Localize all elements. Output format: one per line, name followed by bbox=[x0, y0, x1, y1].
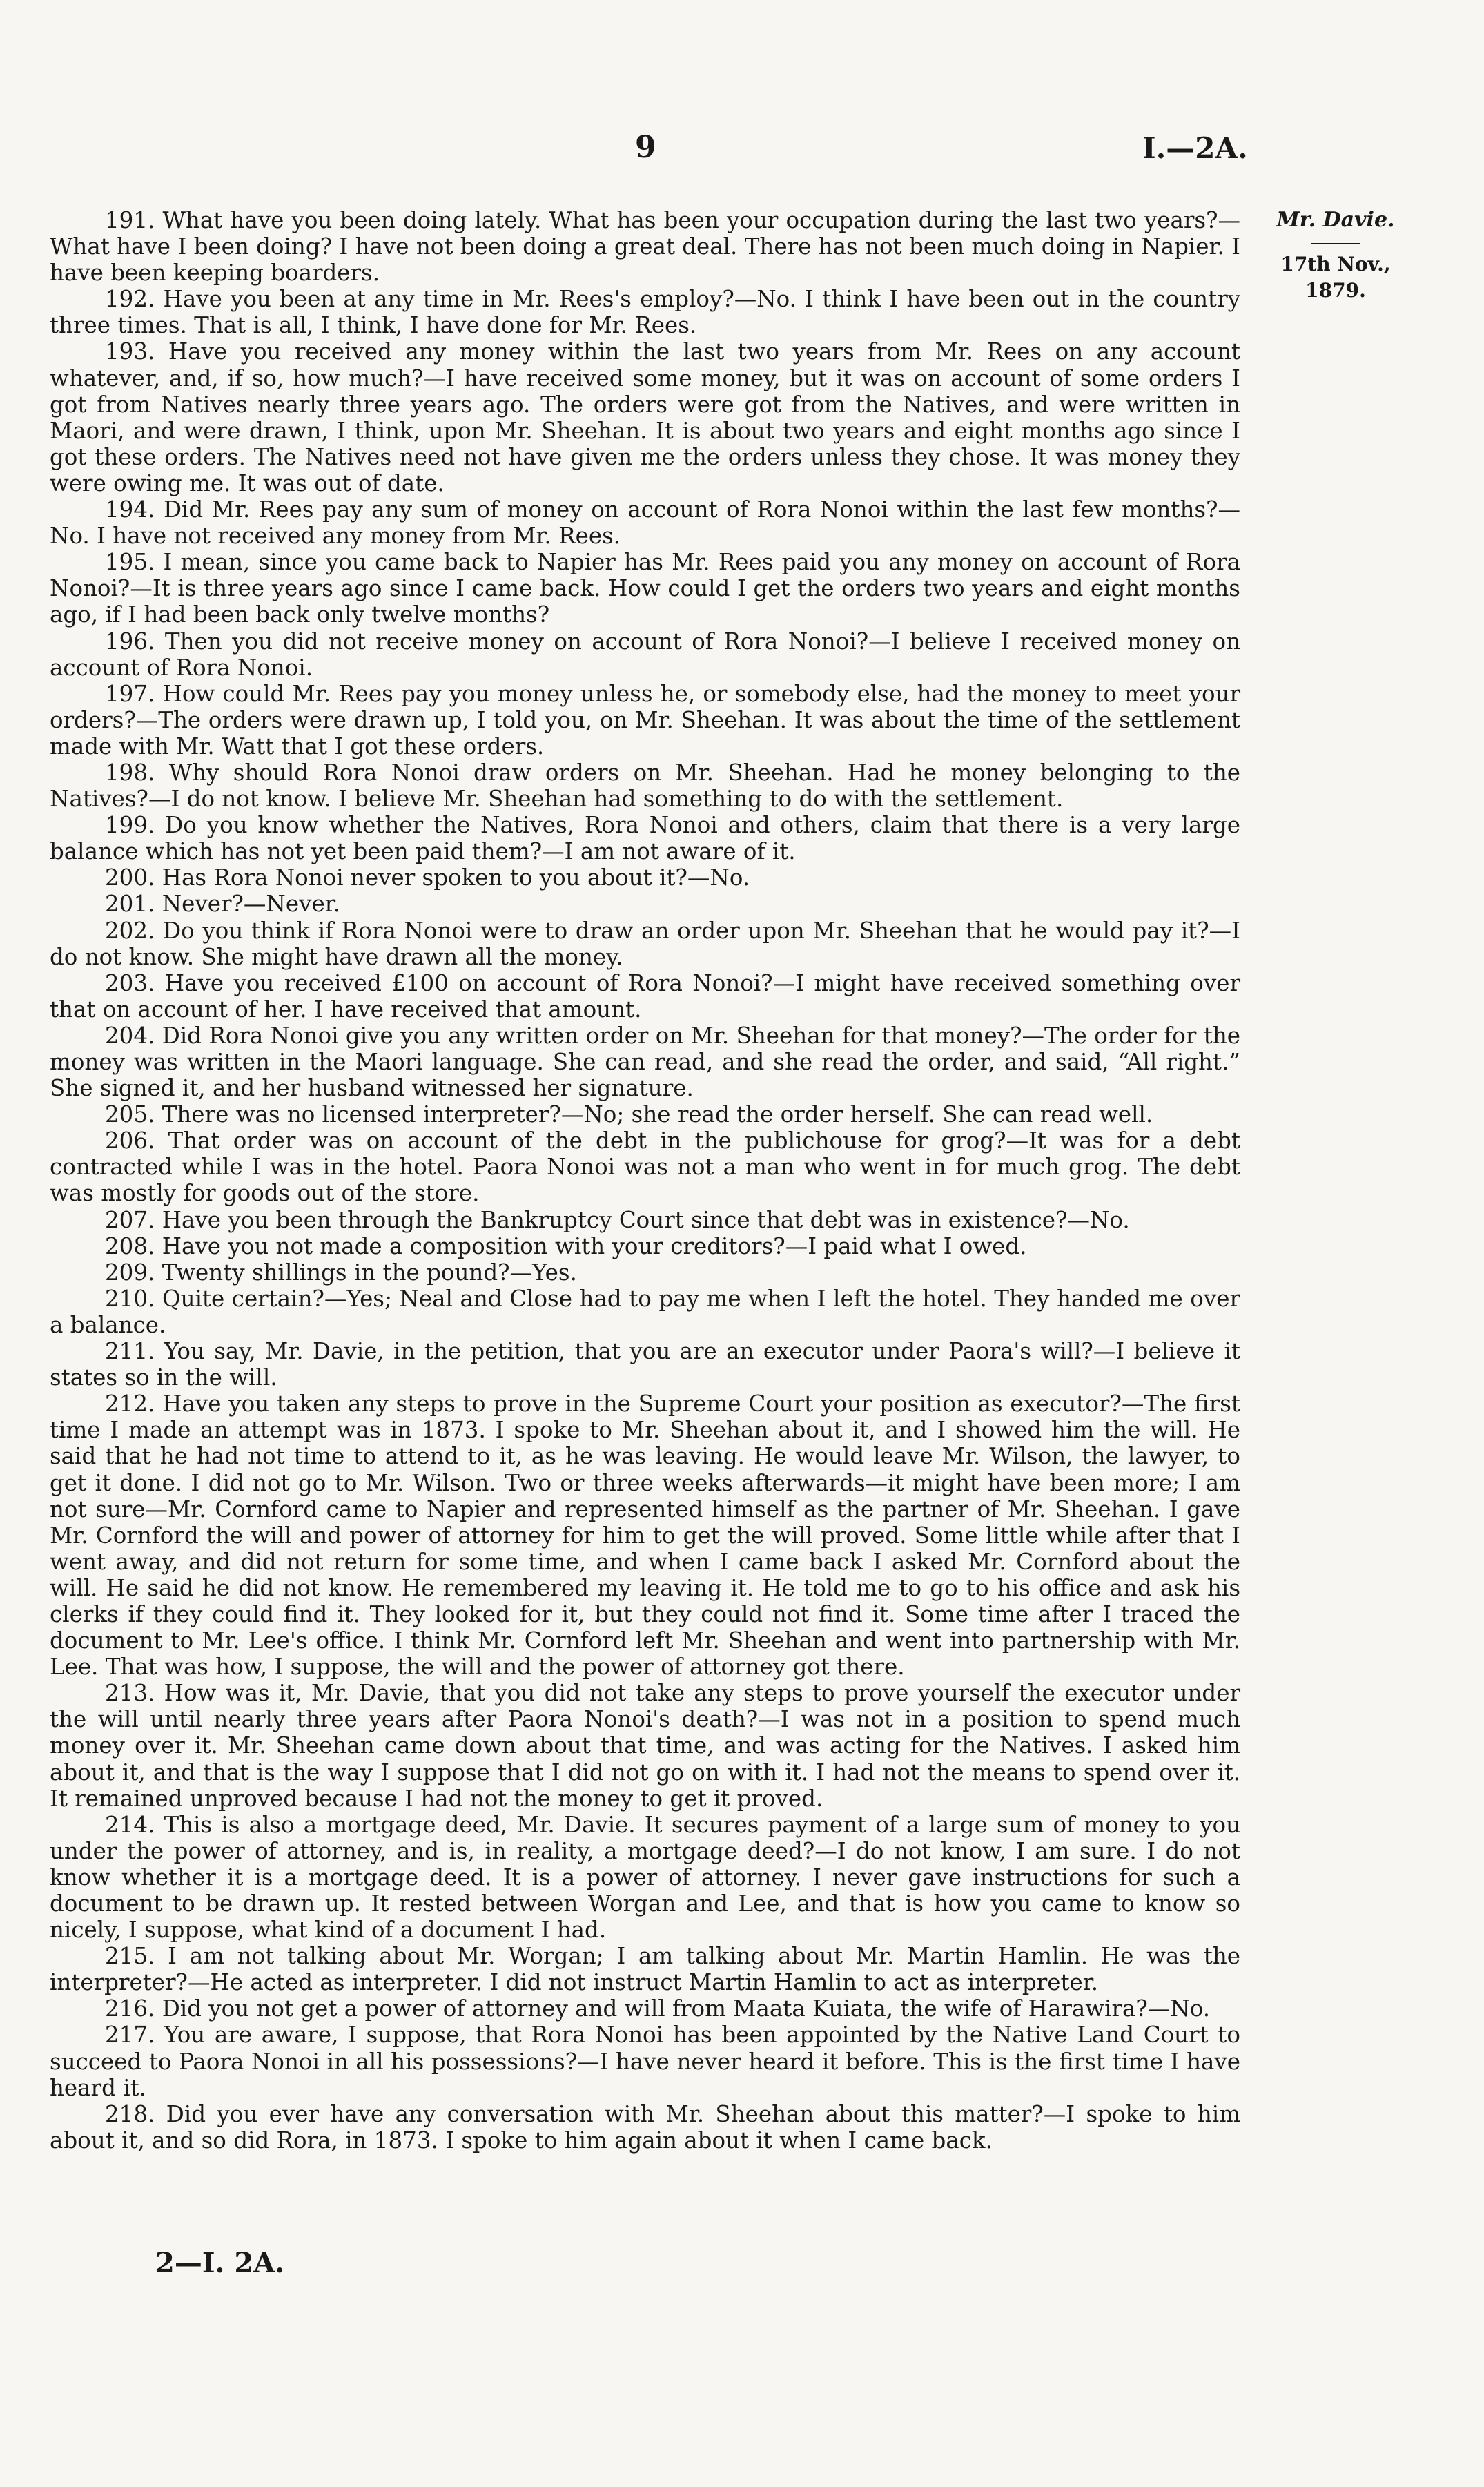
question-198: 198. Why should Rora Nonoi draw orders on Mr. Sheehan. Had he money belonging to the Natives?—I do not know. I believe Mr. Sheehan had something to do with the settlement. bbox=[50, 759, 1240, 813]
margin-rule bbox=[1311, 243, 1360, 244]
question-193: 193. Have you received any money within the last two years from Mr. Rees on any account whatever, and, if so, how much?—I have received some money, but it was on account of some orders I got from Natives nearly three years ago. The orders were got from the Natives, and were written in Maori, and were drawn, I think, upon Mr. Sheehan. It is about two years and eight months ago since I got these orders. The Natives need not have given me the orders unless they chose. It was money they were owing me. It was out of date. bbox=[50, 338, 1240, 496]
question-215: 215. I am not talking about Mr. Worgan; I am talking about Mr. Martin Hamlin. He was the interpreter?—He acted as interpreter. I did not instruct Martin Hamlin to act as interpreter. bbox=[50, 1943, 1240, 1996]
question-191: 191. What have you been doing lately. What has been your occupation during the last two years?—What have I been doing? I have not been doing a great deal. There has not been much doing in Napier. I have been keeping boarders. bbox=[50, 207, 1240, 287]
question-196: 196. Then you did not receive money on account of Rora Nonoi?—I believe I received money on account of Rora Nonoi. bbox=[50, 628, 1240, 681]
question-213: 213. How was it, Mr. Davie, that you did not take any steps to prove yourself the executor under the will until nearly three years after Paora Nonoi's death?—I was not in a position to spend much money over it. Mr. Sheehan came down about that time, and was acting for the Natives. I asked him about it, and that is the way I suppose that I did not go on with it. I had not the means to spend over it. It remained unproved because I had not the money to get it proved. bbox=[50, 1680, 1240, 1812]
session-date: 17th Nov., 1879. bbox=[1280, 253, 1391, 302]
question-197: 197. How could Mr. Rees pay you money unless he, or somebody else, had the money to meet your orders?—The orders were drawn up, I told you, on Mr. Sheehan. It was about the time of the settlement made with Mr. Watt that I got these orders. bbox=[50, 680, 1240, 759]
question-208: 208. Have you not made a composition with your creditors?—I paid what I owed. bbox=[105, 1232, 1027, 1259]
signature-mark: 2—I. 2A. bbox=[155, 2247, 285, 2279]
question-207: 207. Have you been through the Bankruptcy Court since that debt was in existence?—No. bbox=[105, 1206, 1130, 1233]
question-217: 217. You are aware, I suppose, that Rora Nonoi has been appointed by the Native Land Court to succeed to Paora Nonoi in all his possessions?—I have never heard it before. This is the first time I have heard it. bbox=[50, 2022, 1240, 2101]
question-205: 205. There was no licensed interpreter?—No; she read the order herself. She can read well. bbox=[105, 1101, 1153, 1128]
question-194: 194. Did Mr. Rees pay any sum of money on account of Rora Nonoi within the last few months?—No. I have not received any money from Mr. Rees. bbox=[50, 496, 1240, 550]
witness-name: Mr. Davie. bbox=[1276, 208, 1395, 232]
question-218: 218. Did you ever have any conversation with Mr. Sheehan about this matter?—I spoke to him about it, and so did Rora, in 1873. I spoke to him again about it when I came back. bbox=[50, 2100, 1240, 2154]
question-209: 209. Twenty shillings in the pound?—Yes. bbox=[105, 1259, 577, 1286]
question-212: 212. Have you taken any steps to prove in the Supreme Court your position as executor?—The first time I made an attempt was in 1873. I spoke to Mr. Sheehan about it, and I showed him the will. He said that he had not time to attend to it, as he was leaving. He would leave Mr. Wilson, the lawyer, to get it done. I did not go to Mr. Wilson. Two or three weeks afterwards—it might have been more; I am not sure—Mr. Cornford came to Napier and represented himself as the partner of Mr. Sheehan. I gave Mr. Cornford the will and power of attorney for him to get the will proved. Some little while after that I went away, and did not return for some time, and when I came back I asked Mr. Cornford about the will. He said he did not know. He remembered my leaving it. He told me to go to his office and ask his clerks if they could find it. They looked for it, but they could not find it. Some time after I traced the document to Mr. Lee's office. I think Mr. Cornford left Mr. Sheehan and went into partnership with Mr. Lee. That was how, I suppose, the will and the power of attorney got there. bbox=[50, 1391, 1240, 1681]
question-195: 195. I mean, since you came back to Napier has Mr. Rees paid you any money on account of Rora Nonoi?—It is three years ago since I came back. How could I get the orders two years and eight months ago, if I had been back only twelve months? bbox=[50, 549, 1240, 628]
page-number: 9 bbox=[635, 130, 656, 165]
question-199: 199. Do you know whether the Natives, Rora Nonoi and others, claim that there is a very large balance which has not yet been paid them?—I am not aware of it. bbox=[50, 812, 1240, 865]
question-206: 206. That order was on account of the debt in the publichouse for grog?—It was for a debt contracted while I was in the hotel. Paora Nonoi was not a man who went in for much grog. The debt was mostly for goods out of the store. bbox=[50, 1128, 1240, 1207]
testimony-body bbox=[50, 207, 1240, 2154]
question-216: 216. Did you not get a power of attorney and will from Maata Kuiata, the wife of Harawira?—No. bbox=[105, 1995, 1211, 2022]
question-203: 203. Have you received £100 on account of Rora Nonoi?—I might have received something over that on account of her. I have received that amount. bbox=[50, 969, 1240, 1023]
question-192: 192. Have you been at any time in Mr. Rees's employ?—No. I think I have been out in the country three times. That is all, I think, I have done for Mr. Rees. bbox=[50, 286, 1240, 339]
question-204: 204. Did Rora Nonoi give you any written order on Mr. Sheehan for that money?—The order for the money was written in the Maori language. She can read, and she read the order, and said, “All right.” She signed it, and her husband witnessed her signature. bbox=[50, 1022, 1240, 1102]
question-211: 211. You say, Mr. Davie, in the petition, that you are an executor under Paora's will?—I believe it states so in the will. bbox=[50, 1338, 1240, 1391]
document-reference: I.—2A. bbox=[1142, 131, 1248, 165]
margin-note bbox=[1249, 207, 1422, 304]
question-202: 202. Do you think if Rora Nonoi were to draw an order upon Mr. Sheehan that he would pay it?—I do not know. She might have drawn all the money. bbox=[50, 917, 1240, 970]
question-214: 214. This is also a mortgage deed, Mr. Davie. It secures payment of a large sum of money to you under the power of attorney, and is, in reality, a mortgage deed?—I do not know, I am sure. I do not know whether it is a mortgage deed. It is a power of attorney. I never gave instructions for such a document to be drawn up. It rested between Worgan and Lee, and that is how you came to know so nicely, I suppose, what kind of a document I had. bbox=[50, 1811, 1240, 1944]
question-210: 210. Quite certain?—Yes; Neal and Close had to pay me when I left the hotel. They handed me over a balance. bbox=[50, 1285, 1240, 1338]
question-200: 200. Has Rora Nonoi never spoken to you about it?—No. bbox=[105, 864, 750, 891]
question-201: 201. Never?—Never. bbox=[105, 891, 340, 918]
